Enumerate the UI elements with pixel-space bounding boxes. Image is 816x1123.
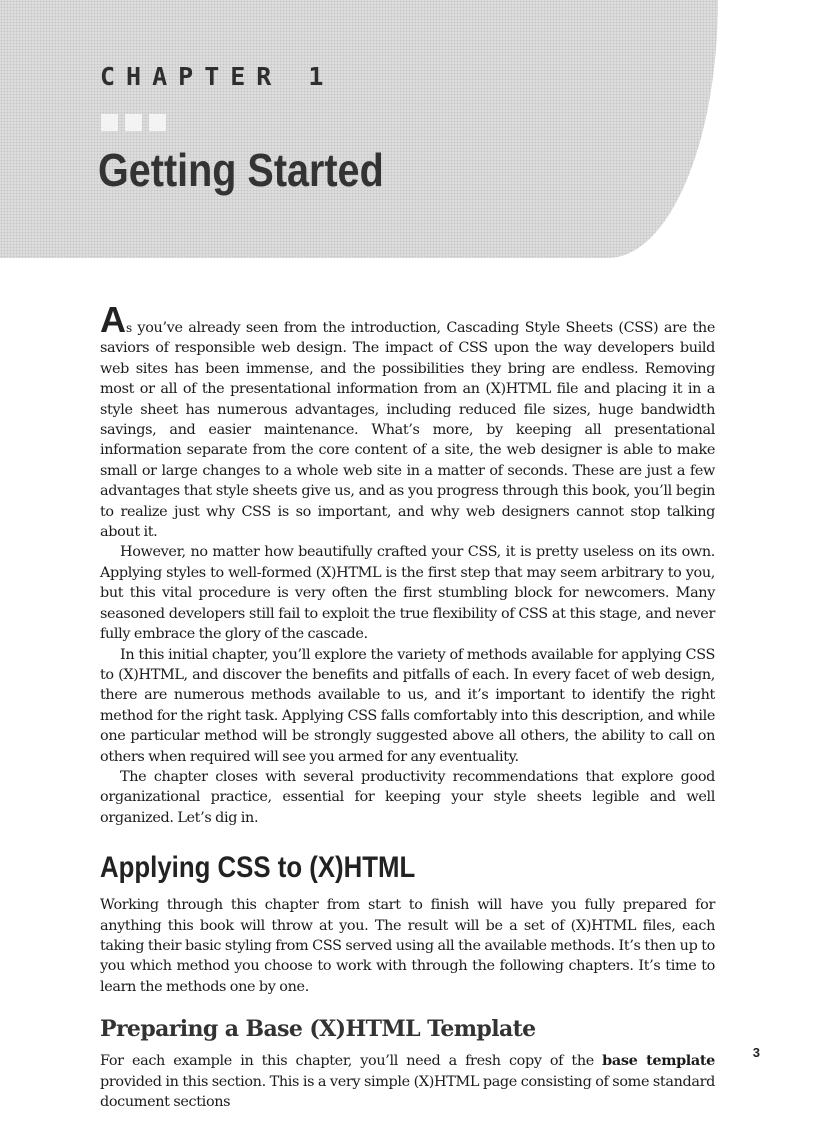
intro-paragraph-1 bbox=[100, 299, 715, 542]
subsection-heading-base-template: Preparing a Base (X)HTML Template bbox=[100, 1016, 536, 1043]
ornament-square bbox=[125, 114, 142, 131]
intro-paragraph-1-text: you’ve already seen from the introduction, Cascading Style Sheets (CSS) are the saviors of responsible web design. The impact of CSS upon the way developers build web sites has been immense, and the possibilities they bring are endless. Removing most or all of the presentational information from an (X)HTML file and placing it in a style sheet has numerous advantages, including reduced file sizes, huge bandwidth savings, and easier maintenance. What’s more, by keeping all presentational information separate from the core content of a site, the web designer is able to make small or large changes to a whole web site in a matter of seconds. These are just a few advantages that style sheets give us, and as you progress through this book, you’ll begin to realize just why CSS is so important, and why web designers cannot stop talking about it. bbox=[100, 320, 715, 541]
base-template-text-after: provided in this section. This is a very simple (X)HTML page consisting of some standard document sections bbox=[100, 1073, 715, 1110]
intro-paragraph-3: In this initial chapter, you’ll explore the variety of methods available for applying CSS to (X)HTML, and discover the benefits and pitfalls of each. In every facet of web design, there are numerous methods available to us, and it’s important to identify the right method for the right task. Applying CSS falls comfortably into this description, and while one particular method will be strongly suggested above all others, the ability to call on others when required will see you armed for any eventuality. bbox=[100, 646, 715, 765]
base-template-term: base template bbox=[602, 1052, 715, 1070]
chapter-label: CHAPTER 1 bbox=[100, 62, 335, 91]
ornament-square bbox=[101, 114, 118, 131]
base-template-paragraph bbox=[100, 1051, 715, 1112]
page-number: 3 bbox=[752, 1045, 760, 1060]
ornament-square bbox=[149, 114, 166, 131]
chapter-header-band bbox=[0, 0, 718, 258]
section-heading-applying-css: Applying CSS to (X)HTML bbox=[100, 851, 416, 885]
chapter-ornament bbox=[101, 114, 166, 131]
drop-cap-continuation: s bbox=[126, 321, 132, 335]
intro-paragraph-4: The chapter closes with several productivity recommendations that explore good organizational practice, essential for keeping your style sheets legible and well organized. Let’s dig in. bbox=[100, 768, 715, 826]
drop-cap: A bbox=[100, 299, 126, 340]
intro-paragraph-2: However, no matter how beautifully crafted your CSS, it is pretty useless on its own. Applying styles to well-formed (X)HTML is the first step that may seem arbitrary to you, but this vital procedure is very often the first stumbling block for newcomers. Many seasoned developers still fail to exploit the true flexibility of CSS at this stage, and never fully embrace the glory of the cascade. bbox=[100, 544, 715, 643]
chapter-title: Getting Started bbox=[98, 144, 384, 196]
chapter-body bbox=[100, 299, 715, 1112]
base-template-text-before: For each example in this chapter, you’ll need a fresh copy of the bbox=[100, 1053, 603, 1070]
applying-css-paragraph: Working through this chapter from start to finish will have you fully prepared for anything this book will throw at you. The result will be a set of (X)HTML files, each taking their basic styling from CSS served using all the available methods. It’s then up to you which method you choose to work with through the following chapters. It’s time to learn the methods one by one. bbox=[100, 897, 715, 995]
